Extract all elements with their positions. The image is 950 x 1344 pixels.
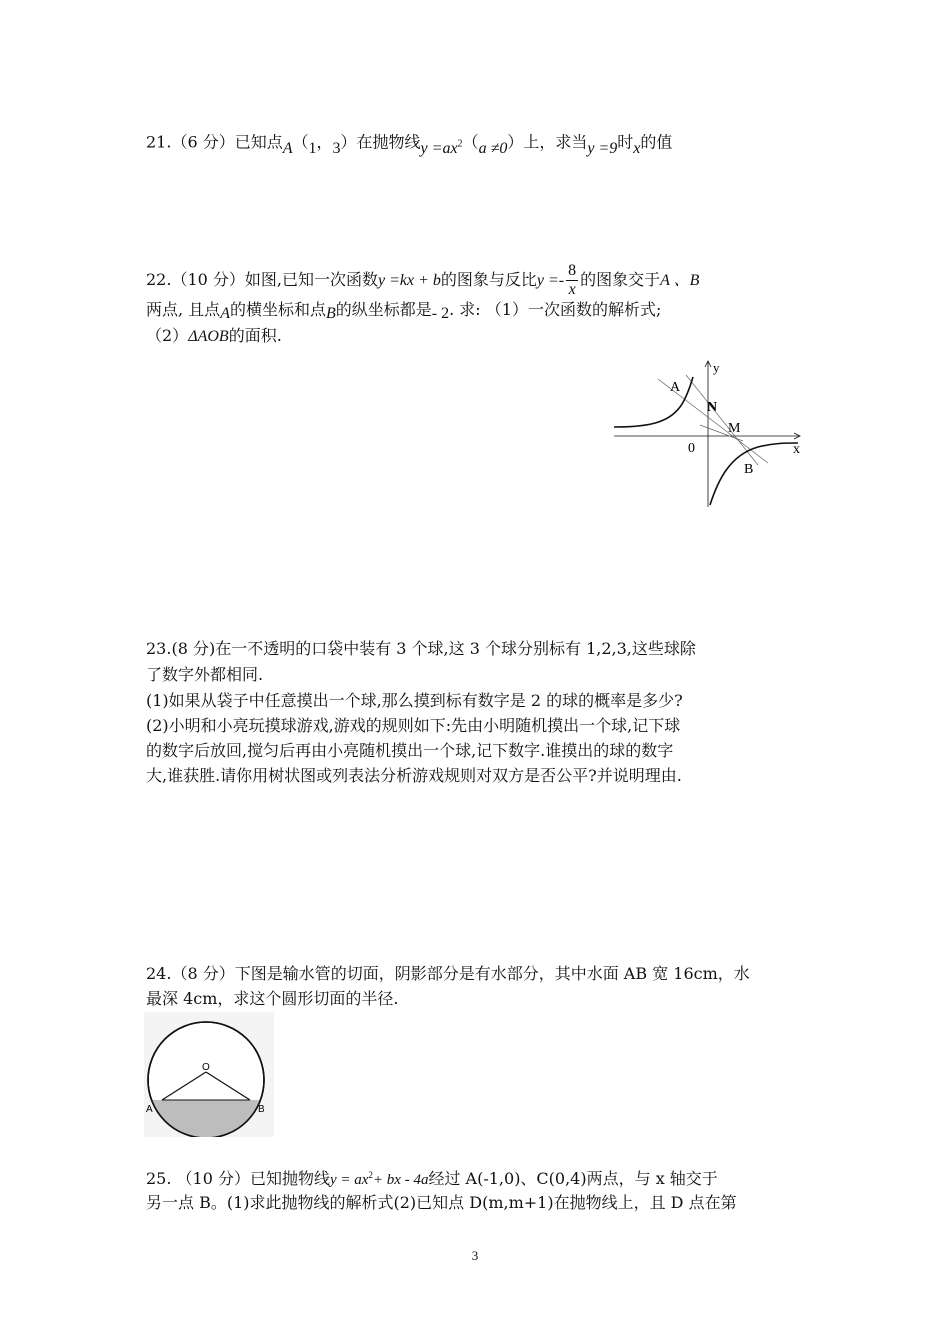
q22-line-3: [146, 325, 282, 348]
label-a: A: [670, 380, 681, 395]
q21-coord-3: 3: [332, 140, 341, 158]
q21-coord-1: 1: [308, 140, 317, 158]
q25-parabola: [330, 1172, 428, 1188]
q22-fraction: [566, 262, 578, 299]
q21-shi: 时: [617, 132, 634, 152]
q22-prefix: 22.（10 分）如图,已知一次函数: [146, 270, 378, 289]
label-o: O: [202, 1062, 210, 1073]
q22-point-b: B: [325, 305, 336, 322]
q22-line2-a: 两点, 且点: [146, 300, 221, 319]
label-n: N: [707, 400, 718, 415]
q21-parabola: [421, 140, 463, 157]
q25-line-1: [146, 1164, 718, 1191]
q22-linear-function: y =kx + b: [377, 272, 441, 289]
q21-paren-close: ）在抛物线: [340, 132, 421, 152]
q22-line2-b: 的横坐标和点: [229, 300, 326, 319]
q23-line-1: 23.(8 分)在一不透明的口袋中装有 3 个球,这 3 个球分别标有 1,2,3,这些球除: [146, 639, 696, 658]
q23-line-3: (1)如果从袋子中任意摸出一个球,那么摸到标有数字是 2 的球的概率是多少?: [146, 691, 683, 710]
label-b: B: [258, 1104, 265, 1115]
q22-graph-figure: [608, 355, 808, 510]
q21-tail: 的值: [640, 132, 673, 152]
q25-eq-a: y = ax: [329, 1172, 369, 1188]
q22-line-2: [146, 299, 661, 322]
q21-comma: ，: [316, 132, 333, 152]
q21-exp: 2: [457, 139, 463, 150]
q24-line-1: 24.（8 分）下图是输水管的切面，阴影部分是有水部分，其中水面 AB 宽 16cm，水: [146, 964, 750, 983]
q21-prefix: 21.（6 分）已知点: [146, 132, 283, 152]
q22-inverse-lhs: y =-: [536, 272, 565, 289]
label-b: B: [744, 462, 754, 477]
q22-frac-num: 8: [568, 262, 577, 279]
q23-line-5: 的数字后放回,搅匀后再由小亮随机摸出一个球,记下数字.谁摸出的球的数字: [146, 741, 674, 760]
q22-frac-den: x: [568, 281, 576, 298]
page-number: 3: [471, 1248, 479, 1263]
label-m: M: [728, 421, 741, 436]
q22-line2-d: . 求: （1）一次函数的解析式;: [449, 300, 662, 319]
q21-line: [146, 128, 673, 158]
q22-line2-c: 的纵坐标都是: [335, 300, 432, 319]
q21-point-a: A: [282, 140, 293, 158]
q22-triangle: ΔAOB: [188, 328, 229, 345]
label-x: x: [793, 442, 800, 457]
q21-x: x: [633, 140, 641, 158]
q21-eq: y =ax: [420, 140, 458, 158]
q24-pipe-figure: [144, 1012, 274, 1137]
q21-cond-close: ）上，求当: [507, 132, 588, 152]
q21-cond-open: （: [462, 132, 479, 152]
q22-neg2: - 2: [431, 305, 450, 322]
q21-paren-open: （: [292, 132, 309, 152]
q25-tail: 经过 A(-1,0)、C(0,4)两点，与 x 轴交于: [428, 1169, 718, 1188]
q22-line-1: [146, 262, 699, 299]
q22-ab: A 、B: [660, 272, 700, 289]
label-y: y: [713, 360, 720, 375]
hyperbola-left-branch: [614, 377, 693, 427]
q21-y-value: y =9: [587, 140, 618, 158]
q24-line-2: 最深 4cm，求这个圆形切面的半径.: [146, 989, 399, 1008]
q25-line-2: 另一点 B。(1)求此抛物线的解析式(2)已知点 D(m,m+1)在抛物线上，且 D 点在第: [146, 1193, 737, 1212]
q23-line-4: (2)小明和小亮玩摸球游戏,游戏的规则如下:先由小明随机摸出一个球,记下球: [146, 716, 681, 735]
q22-line3-a: （2）: [146, 326, 189, 345]
q22-mid: 的图象与反比: [440, 270, 537, 289]
q25-prefix: 25. （10 分）已知抛物线: [146, 1169, 330, 1188]
q23-line-2: 了数字外都相同.: [146, 665, 264, 684]
q22-point-a: A: [220, 305, 230, 322]
q25-exp: 2: [368, 1170, 373, 1180]
q23-line-6: 大,谁获胜.请你用树状图或列表法分析游戏规则对双方是否公平?并说明理由.: [146, 766, 682, 785]
label-a: A: [146, 1104, 153, 1115]
label-o: 0: [688, 441, 695, 456]
q22-line3-b: 的面积.: [228, 326, 282, 345]
q21-cond: a ≠0: [478, 140, 508, 158]
q22-tail: 的图象交于: [580, 270, 661, 289]
q25-eq-b: + bx - 4a: [372, 1172, 429, 1188]
